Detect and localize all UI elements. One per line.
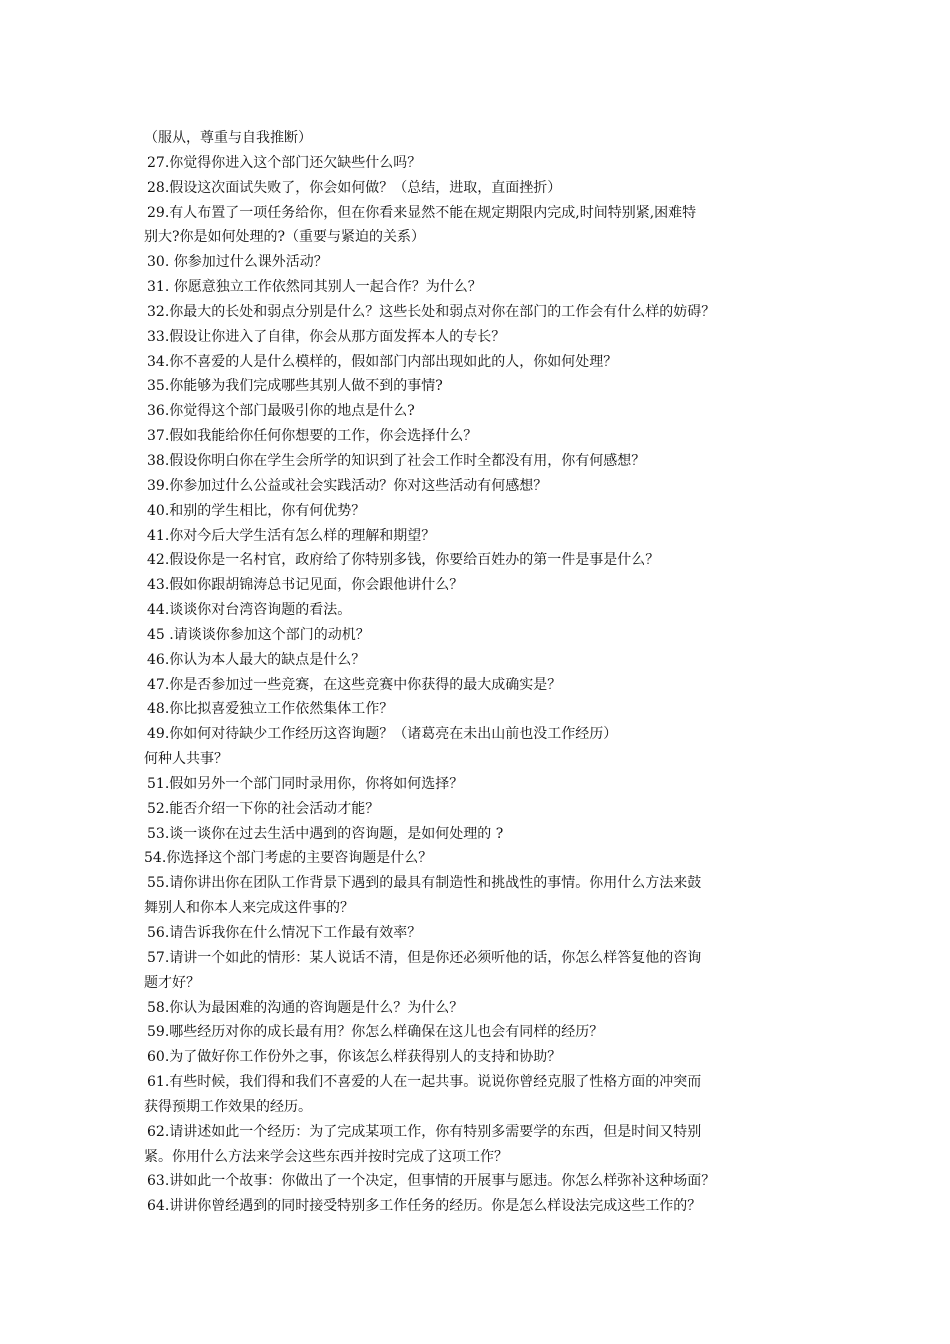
text-line: 54.你选择这个部门考虑的主要咨询题是什么？ bbox=[144, 850, 433, 867]
text-line: 56.请告诉我你在什么情况下工作最有效率？ bbox=[147, 925, 422, 941]
text-line: 36.你觉得这个部门最吸引你的地点是什么? bbox=[147, 403, 415, 420]
text-line: 题才好？ bbox=[144, 974, 200, 991]
text-line: 获得预期工作效果的经历。 bbox=[144, 1098, 312, 1115]
text-line: 28.假设这次面试失败了，你会如何做？（总结，进取，直面挫折） bbox=[147, 179, 562, 196]
text-line: （服从，尊重与自我推断） bbox=[144, 130, 312, 146]
text-line: 64.讲讲你曾经遇到的同时接受特别多工作任务的经历。你是怎么样设法完成这些工作的？ bbox=[147, 1198, 702, 1215]
text-line: 59.哪些经历对你的成长最有用？你怎么样确保在这儿也会有同样的经历？ bbox=[147, 1024, 604, 1041]
text-line: 41.你对今后大学生活有怎么样的理解和期望？ bbox=[147, 527, 436, 544]
text-line: 30. 你参加过什么课外活动？ bbox=[147, 254, 328, 271]
text-line: 62.请讲述如此一个经历：为了完成某项工作，你有特别多需要学的东西，但是时间又特别 bbox=[147, 1123, 702, 1140]
text-line: 29.有人布置了一项任务给你，但在你看来显然不能在规定期限内完成,时间特别紧,困难特 bbox=[147, 204, 697, 221]
text-line: 49.你如何对待缺少工作经历这咨询题？（诸葛亮在未出山前也没工作经历） bbox=[147, 726, 618, 743]
text-line: 51.假如另外一个部门同时录用你，你将如何选择？ bbox=[147, 775, 464, 792]
text-line: 61.有些时候，我们得和我们不喜爱的人在一起共事。说说你曾经克服了性格方面的冲突而 bbox=[147, 1074, 702, 1091]
text-line: 27.你觉得你进入这个部门还欠缺些什么吗？ bbox=[147, 154, 422, 171]
text-line: 55.请你讲出你在团队工作背景下遇到的最具有制造性和挑战性的事情。你用什么方法来鼓 bbox=[147, 875, 702, 892]
text-line: 38.假设你明白你在学生会所学的知识到了社会工作时全都没有用，你有何感想？ bbox=[147, 452, 646, 469]
text-line: 舞别人和你本人来完成这件事的？ bbox=[144, 900, 354, 917]
text-line: 52.能否介绍一下你的社会活动才能？ bbox=[147, 800, 380, 817]
document-page bbox=[144, 126, 824, 1219]
text-line: 33.假设让你进入了自律，你会从那方面发挥本人的专长？ bbox=[147, 328, 506, 345]
text-line: 紧。你用什么方法来学会这些东西并按时完成了这项工作？ bbox=[144, 1148, 508, 1165]
text-line: 58.你认为最困难的沟通的咨询题是什么？为什么？ bbox=[147, 999, 464, 1016]
text-line: 别大?你是如何处理的?（重要与紧迫的关系） bbox=[144, 229, 426, 246]
text-line: 31. 你愿意独立工作依然同其别人一起合作？为什么？ bbox=[147, 279, 482, 296]
text-line: 42.假设你是一名村官，政府给了你特别多钱，你要给百姓办的第一件是事是什么？ bbox=[147, 552, 660, 569]
text-line: 何种人共事？ bbox=[144, 751, 228, 768]
text-line: 45 .请谈谈你参加这个部门的动机？ bbox=[147, 626, 370, 643]
text-line: 57.请讲一个如此的情形：某人说话不清，但是你还必须听他的话，你怎么样答复他的咨询 bbox=[147, 949, 702, 966]
text-line: 60.为了做好你工作份外之事，你该怎么样获得别人的支持和协助？ bbox=[147, 1049, 562, 1066]
text-line: 40.和别的学生相比，你有何优势？ bbox=[147, 502, 366, 519]
text-line: 44.谈谈你对台湾咨询题的看法。 bbox=[147, 602, 352, 619]
text-line: 32.你最大的长处和弱点分别是什么？这些长处和弱点对你在部门的工作会有什么样的妨碍？ bbox=[147, 303, 716, 320]
text-line: 37.假如我能给你任何你想要的工作，你会选择什么？ bbox=[147, 428, 478, 445]
text-line: 39.你参加过什么公益或社会实践活动？你对这些活动有何感想？ bbox=[147, 477, 548, 494]
text-line: 43.假如你跟胡锦涛总书记见面，你会跟他讲什么？ bbox=[147, 577, 464, 594]
text-line: 48.你比拟喜爱独立工作依然集体工作？ bbox=[147, 701, 394, 718]
text-line: 34.你不喜爱的人是什么模样的，假如部门内部出现如此的人，你如何处理？ bbox=[147, 353, 618, 370]
text-line: 53.谈一谈你在过去生活中遇到的咨询题，是如何处理的 ? bbox=[147, 825, 504, 842]
text-line: 35.你能够为我们完成哪些其别人做不到的事情? bbox=[147, 378, 443, 395]
text-line: 63.讲如此一个故事：你做出了一个决定，但事情的开展事与愿违。你怎么样弥补这种场面？ bbox=[147, 1173, 716, 1190]
text-line: 47.你是否参加过一些竞赛，在这些竞赛中你获得的最大成确实是？ bbox=[147, 676, 562, 693]
text-line: 46.你认为本人最大的缺点是什么？ bbox=[147, 651, 366, 668]
